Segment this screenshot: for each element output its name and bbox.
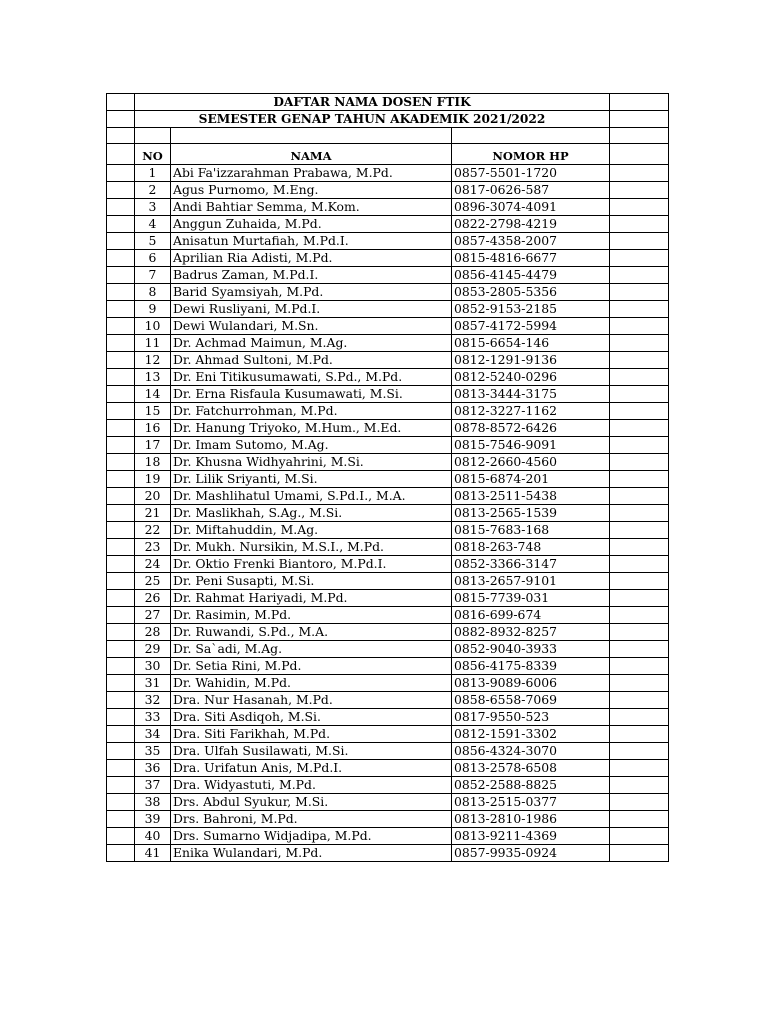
lecturer-name: Dr. Maslikhah, S.Ag., M.Si. <box>171 505 452 522</box>
phone-number: 0852-3366-3147 <box>452 556 610 573</box>
margin-cell <box>107 692 135 709</box>
phone-number: 0812-5240-0296 <box>452 369 610 386</box>
table-row <box>107 233 669 250</box>
margin-cell <box>610 318 669 335</box>
title-row-1 <box>107 94 669 111</box>
phone-number: 0882-8932-8257 <box>452 624 610 641</box>
margin-cell <box>107 369 135 386</box>
margin-cell <box>107 828 135 845</box>
phone-number: 0858-6558-7069 <box>452 692 610 709</box>
lecturer-name: Drs. Sumarno Widjadipa, M.Pd. <box>171 828 452 845</box>
phone-number: 0813-9089-6006 <box>452 675 610 692</box>
table-row <box>107 318 669 335</box>
margin-cell <box>107 250 135 267</box>
margin-cell <box>610 301 669 318</box>
row-number: 24 <box>135 556 171 573</box>
table-row <box>107 590 669 607</box>
table-row <box>107 794 669 811</box>
phone-number: 0896-3074-4091 <box>452 199 610 216</box>
phone-number: 0812-1591-3302 <box>452 726 610 743</box>
phone-number: 0813-2657-9101 <box>452 573 610 590</box>
lecturer-name: Dr. Setia Rini, M.Pd. <box>171 658 452 675</box>
phone-number: 0815-7546-9091 <box>452 437 610 454</box>
phone-number: 0817-9550-523 <box>452 709 610 726</box>
margin-cell <box>610 811 669 828</box>
table-row <box>107 556 669 573</box>
table-row <box>107 335 669 352</box>
row-number: 23 <box>135 539 171 556</box>
row-number: 4 <box>135 216 171 233</box>
phone-number: 0813-2578-6508 <box>452 760 610 777</box>
margin-cell <box>107 590 135 607</box>
margin-cell <box>107 539 135 556</box>
lecturer-table <box>106 93 669 862</box>
row-number: 20 <box>135 488 171 505</box>
lecturer-name: Dr. Wahidin, M.Pd. <box>171 675 452 692</box>
lecturer-name: Dr. Imam Sutomo, M.Ag. <box>171 437 452 454</box>
row-number: 13 <box>135 369 171 386</box>
margin-cell <box>610 352 669 369</box>
margin-cell <box>610 144 669 165</box>
phone-number: 0856-4324-3070 <box>452 743 610 760</box>
table-row <box>107 301 669 318</box>
margin-cell <box>107 165 135 182</box>
margin-cell <box>610 216 669 233</box>
phone-number: 0817-0626-587 <box>452 182 610 199</box>
lecturer-name: Dr. Erna Risfaula Kusumawati, M.Si. <box>171 386 452 403</box>
table-row <box>107 284 669 301</box>
lecturer-name: Barid Syamsiyah, M.Pd. <box>171 284 452 301</box>
lecturer-name: Dr. Mashlihatul Umami, S.Pd.I., M.A. <box>171 488 452 505</box>
lecturer-name: Dra. Widyastuti, M.Pd. <box>171 777 452 794</box>
lecturer-name: Dr. Ruwandi, S.Pd., M.A. <box>171 624 452 641</box>
margin-cell <box>107 267 135 284</box>
phone-number: 0822-2798-4219 <box>452 216 610 233</box>
margin-cell <box>610 233 669 250</box>
lecturer-name: Dr. Oktio Frenki Biantoro, M.Pd.I. <box>171 556 452 573</box>
spacer-row <box>107 128 669 144</box>
lecturer-name: Dr. Ahmad Sultoni, M.Pd. <box>171 352 452 369</box>
table-row <box>107 641 669 658</box>
margin-cell <box>610 573 669 590</box>
margin-cell <box>107 556 135 573</box>
table-row <box>107 777 669 794</box>
row-number: 38 <box>135 794 171 811</box>
margin-cell <box>107 658 135 675</box>
table-row <box>107 675 669 692</box>
margin-cell <box>610 335 669 352</box>
table-subtitle: SEMESTER GENAP TAHUN AKADEMIK 2021/2022 <box>135 111 610 128</box>
margin-cell <box>107 182 135 199</box>
margin-cell <box>107 845 135 862</box>
row-number: 30 <box>135 658 171 675</box>
margin-cell <box>610 111 669 128</box>
phone-number: 0812-2660-4560 <box>452 454 610 471</box>
phone-number: 0813-2515-0377 <box>452 794 610 811</box>
table-body <box>107 94 669 862</box>
table-row <box>107 216 669 233</box>
lecturer-name: Dr. Peni Susapti, M.Si. <box>171 573 452 590</box>
margin-cell <box>107 726 135 743</box>
row-number: 31 <box>135 675 171 692</box>
lecturer-name: Aprilian Ria Adisti, M.Pd. <box>171 250 452 267</box>
lecturer-name: Dr. Miftahuddin, M.Ag. <box>171 522 452 539</box>
margin-cell <box>107 743 135 760</box>
table-row <box>107 437 669 454</box>
lecturer-name: Dr. Rasimin, M.Pd. <box>171 607 452 624</box>
margin-cell <box>610 726 669 743</box>
lecturer-name: Anggun Zuhaida, M.Pd. <box>171 216 452 233</box>
table-row <box>107 539 669 556</box>
margin-cell <box>610 522 669 539</box>
lecturer-name: Drs. Bahroni, M.Pd. <box>171 811 452 828</box>
row-number: 39 <box>135 811 171 828</box>
margin-cell <box>610 165 669 182</box>
margin-cell <box>107 777 135 794</box>
empty-cell <box>171 128 452 144</box>
table-row <box>107 267 669 284</box>
row-number: 9 <box>135 301 171 318</box>
margin-cell <box>107 607 135 624</box>
row-number: 37 <box>135 777 171 794</box>
margin-cell <box>107 488 135 505</box>
row-number: 10 <box>135 318 171 335</box>
margin-cell <box>107 505 135 522</box>
margin-cell <box>610 386 669 403</box>
table-row <box>107 743 669 760</box>
lecturer-name: Agus Purnomo, M.Eng. <box>171 182 452 199</box>
row-number: 18 <box>135 454 171 471</box>
margin-cell <box>107 709 135 726</box>
margin-cell <box>107 199 135 216</box>
margin-cell <box>610 641 669 658</box>
lecturer-name: Drs. Abdul Syukur, M.Si. <box>171 794 452 811</box>
margin-cell <box>610 199 669 216</box>
margin-cell <box>107 675 135 692</box>
table-row <box>107 420 669 437</box>
table-row <box>107 709 669 726</box>
row-number: 6 <box>135 250 171 267</box>
margin-cell <box>107 624 135 641</box>
table-row <box>107 182 669 199</box>
margin-cell <box>610 794 669 811</box>
title-row-2 <box>107 111 669 128</box>
lecturer-name: Dr. Hanung Triyoko, M.Hum., M.Ed. <box>171 420 452 437</box>
lecturer-name: Enika Wulandari, M.Pd. <box>171 845 452 862</box>
table-row <box>107 165 669 182</box>
row-number: 3 <box>135 199 171 216</box>
lecturer-name: Dr. Sa`adi, M.Ag. <box>171 641 452 658</box>
header-row <box>107 144 669 165</box>
table-row <box>107 250 669 267</box>
margin-cell <box>107 437 135 454</box>
margin-cell <box>107 811 135 828</box>
row-number: 33 <box>135 709 171 726</box>
row-number: 7 <box>135 267 171 284</box>
lecturer-name: Dra. Nur Hasanah, M.Pd. <box>171 692 452 709</box>
phone-number: 0852-2588-8825 <box>452 777 610 794</box>
lecturer-name: Dra. Urifatun Anis, M.Pd.I. <box>171 760 452 777</box>
margin-cell <box>107 335 135 352</box>
row-number: 28 <box>135 624 171 641</box>
margin-cell <box>610 709 669 726</box>
row-number: 21 <box>135 505 171 522</box>
table-row <box>107 454 669 471</box>
row-number: 29 <box>135 641 171 658</box>
table-title: DAFTAR NAMA DOSEN FTIK <box>135 94 610 111</box>
table-row <box>107 505 669 522</box>
margin-cell <box>610 845 669 862</box>
phone-number: 0813-9211-4369 <box>452 828 610 845</box>
row-number: 35 <box>135 743 171 760</box>
phone-number: 0856-4145-4479 <box>452 267 610 284</box>
empty-cell <box>452 128 610 144</box>
table-row <box>107 471 669 488</box>
lecturer-name: Dr. Fatchurrohman, M.Pd. <box>171 403 452 420</box>
margin-cell <box>107 284 135 301</box>
margin-cell <box>107 760 135 777</box>
margin-cell <box>610 471 669 488</box>
margin-cell <box>610 658 669 675</box>
margin-cell <box>107 318 135 335</box>
margin-cell <box>107 233 135 250</box>
phone-number: 0857-5501-1720 <box>452 165 610 182</box>
phone-number: 0815-6654-146 <box>452 335 610 352</box>
margin-cell <box>610 777 669 794</box>
phone-number: 0813-3444-3175 <box>452 386 610 403</box>
header-no: NO <box>135 144 171 165</box>
margin-cell <box>107 216 135 233</box>
phone-number: 0816-699-674 <box>452 607 610 624</box>
margin-cell <box>610 182 669 199</box>
phone-number: 0815-7683-168 <box>452 522 610 539</box>
table-row <box>107 811 669 828</box>
table-row <box>107 386 669 403</box>
row-number: 40 <box>135 828 171 845</box>
lecturer-name: Anisatun Murtafiah, M.Pd.I. <box>171 233 452 250</box>
lecturer-name: Dra. Siti Farikhah, M.Pd. <box>171 726 452 743</box>
lecturer-name: Dr. Lilik Sriyanti, M.Si. <box>171 471 452 488</box>
row-number: 41 <box>135 845 171 862</box>
phone-number: 0815-6874-201 <box>452 471 610 488</box>
lecturer-name: Dr. Eni Titikusumawati, S.Pd., M.Pd. <box>171 369 452 386</box>
lecturer-name: Badrus Zaman, M.Pd.I. <box>171 267 452 284</box>
row-number: 32 <box>135 692 171 709</box>
table-row <box>107 692 669 709</box>
table-row <box>107 403 669 420</box>
phone-number: 0813-2511-5438 <box>452 488 610 505</box>
margin-cell <box>610 760 669 777</box>
margin-cell <box>610 250 669 267</box>
margin-cell <box>610 369 669 386</box>
margin-cell <box>610 675 669 692</box>
row-number: 2 <box>135 182 171 199</box>
margin-cell <box>107 144 135 165</box>
row-number: 19 <box>135 471 171 488</box>
table-row <box>107 726 669 743</box>
phone-number: 0813-2565-1539 <box>452 505 610 522</box>
margin-cell <box>610 284 669 301</box>
table-row <box>107 624 669 641</box>
row-number: 1 <box>135 165 171 182</box>
margin-cell <box>107 454 135 471</box>
lecturer-name: Abi Fa'izzarahman Prabawa, M.Pd. <box>171 165 452 182</box>
margin-cell <box>610 437 669 454</box>
margin-cell <box>107 301 135 318</box>
phone-number: 0857-9935-0924 <box>452 845 610 862</box>
margin-cell <box>107 471 135 488</box>
lecturer-name: Dr. Mukh. Nursikin, M.S.I., M.Pd. <box>171 539 452 556</box>
margin-cell <box>610 454 669 471</box>
table-row <box>107 199 669 216</box>
phone-number: 0853-2805-5356 <box>452 284 610 301</box>
table-row <box>107 828 669 845</box>
lecturer-name: Andi Bahtiar Semma, M.Kom. <box>171 199 452 216</box>
row-number: 8 <box>135 284 171 301</box>
table-row <box>107 352 669 369</box>
table-row <box>107 369 669 386</box>
row-number: 12 <box>135 352 171 369</box>
margin-cell <box>610 743 669 760</box>
margin-cell <box>610 488 669 505</box>
table-row <box>107 573 669 590</box>
row-number: 25 <box>135 573 171 590</box>
margin-cell <box>610 505 669 522</box>
empty-cell <box>135 128 171 144</box>
row-number: 27 <box>135 607 171 624</box>
row-number: 26 <box>135 590 171 607</box>
row-number: 36 <box>135 760 171 777</box>
table-row <box>107 607 669 624</box>
margin-cell <box>107 641 135 658</box>
row-number: 34 <box>135 726 171 743</box>
phone-number: 0812-1291-9136 <box>452 352 610 369</box>
margin-cell <box>107 420 135 437</box>
row-number: 5 <box>135 233 171 250</box>
margin-cell <box>107 352 135 369</box>
margin-cell <box>610 607 669 624</box>
phone-number: 0857-4172-5994 <box>452 318 610 335</box>
lecturer-name: Dewi Rusliyani, M.Pd.I. <box>171 301 452 318</box>
margin-cell <box>610 420 669 437</box>
lecturer-name: Dra. Ulfah Susilawati, M.Si. <box>171 743 452 760</box>
margin-cell <box>610 267 669 284</box>
phone-number: 0857-4358-2007 <box>452 233 610 250</box>
phone-number: 0815-7739-031 <box>452 590 610 607</box>
row-number: 17 <box>135 437 171 454</box>
margin-cell <box>107 94 135 111</box>
margin-cell <box>610 94 669 111</box>
margin-cell <box>610 828 669 845</box>
margin-cell <box>610 539 669 556</box>
row-number: 11 <box>135 335 171 352</box>
row-number: 16 <box>135 420 171 437</box>
margin-cell <box>610 692 669 709</box>
header-hp: NOMOR HP <box>452 144 610 165</box>
margin-cell <box>107 794 135 811</box>
table-row <box>107 845 669 862</box>
lecturer-name: Dr. Rahmat Hariyadi, M.Pd. <box>171 590 452 607</box>
margin-cell <box>610 624 669 641</box>
lecturer-name: Dra. Siti Asdiqoh, M.Si. <box>171 709 452 726</box>
lecturer-name: Dewi Wulandari, M.Sn. <box>171 318 452 335</box>
phone-number: 0856-4175-8339 <box>452 658 610 675</box>
empty-cell <box>107 128 135 144</box>
row-number: 22 <box>135 522 171 539</box>
phone-number: 0815-4816-6677 <box>452 250 610 267</box>
lecturer-name: Dr. Khusna Widhyahrini, M.Si. <box>171 454 452 471</box>
margin-cell <box>107 386 135 403</box>
phone-number: 0878-8572-6426 <box>452 420 610 437</box>
table-row <box>107 488 669 505</box>
row-number: 14 <box>135 386 171 403</box>
phone-number: 0812-3227-1162 <box>452 403 610 420</box>
phone-number: 0813-2810-1986 <box>452 811 610 828</box>
phone-number: 0852-9040-3933 <box>452 641 610 658</box>
margin-cell <box>610 590 669 607</box>
empty-cell <box>610 128 669 144</box>
margin-cell <box>610 403 669 420</box>
row-number: 15 <box>135 403 171 420</box>
margin-cell <box>107 403 135 420</box>
lecturer-name: Dr. Achmad Maimun, M.Ag. <box>171 335 452 352</box>
table-row <box>107 760 669 777</box>
header-nama: NAMA <box>171 144 452 165</box>
table-row <box>107 658 669 675</box>
phone-number: 0818-263-748 <box>452 539 610 556</box>
margin-cell <box>610 556 669 573</box>
margin-cell <box>107 573 135 590</box>
table-row <box>107 522 669 539</box>
margin-cell <box>107 111 135 128</box>
phone-number: 0852-9153-2185 <box>452 301 610 318</box>
margin-cell <box>107 522 135 539</box>
